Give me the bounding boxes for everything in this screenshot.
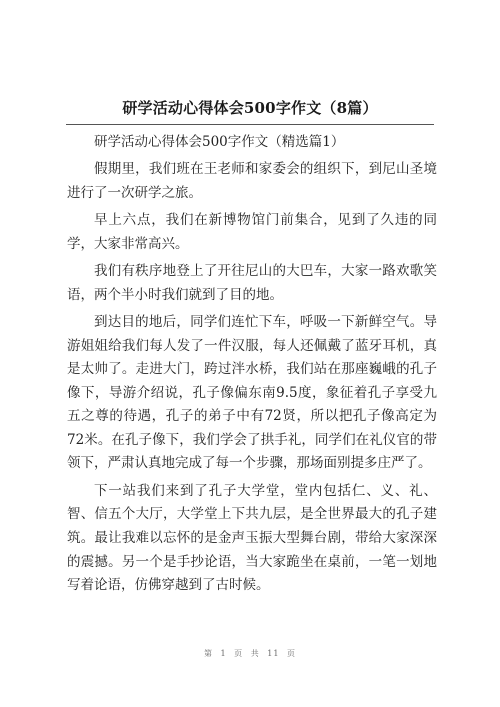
paragraph: 早上六点，我们在新博物馆门前集合，见到了久违的同学，大家非常高兴。 [67,212,437,252]
paragraph: 下一站我们来到了孔子大学堂，堂内包括仁、义、礼、智、信五个大厅，大学堂上下共九层，是全世界最大的孔子建筑。最让我难以忘怀的是金声玉振大型舞台剧，带给大家深深的震撼。另一个是手抄论语，当大家跪坐在桌前，一笔一划地写着论语，仿佛穿越到了古时候。 [67,482,437,594]
section-heading: 研学活动心得体会500字作文（精选篇1） [94,134,345,150]
title-divider [66,124,434,125]
page-footer: 第 1 页 共 11 页 [204,649,296,658]
paragraph: 到达目的地后，同学们连忙下车，呼吸一下新鲜空气。导游姐姐给我们每人发了一件汉服，每人还佩戴了蓝牙耳机，真是太帅了。走进大门，跨过泮水桥，我们站在那座巍峨的孔子像下，导游介绍说，孔子像偏东南9.5度，象征着孔子享受九五之尊的待遇，孔子的弟子中有72贤，所以把孔子像高定为72米。在孔子像下，我们学会了拱手礼，同学们在礼仪官的带领下，严肃认真地完成了每一个步骤，那场面别提多庄严了。 [67,313,437,472]
paragraph: 假期里，我们班在王老师和家委会的组织下，到尼山圣境进行了一次研学之旅。 [67,161,437,201]
document-body [67,131,437,601]
paragraph: 我们有秩序地登上了开往尼山的大巴车，大家一路欢歌笑语，两个半小时我们就到了目的地。 [67,263,437,303]
document-title: 研学活动心得体会500字作文（8篇） [122,99,378,117]
